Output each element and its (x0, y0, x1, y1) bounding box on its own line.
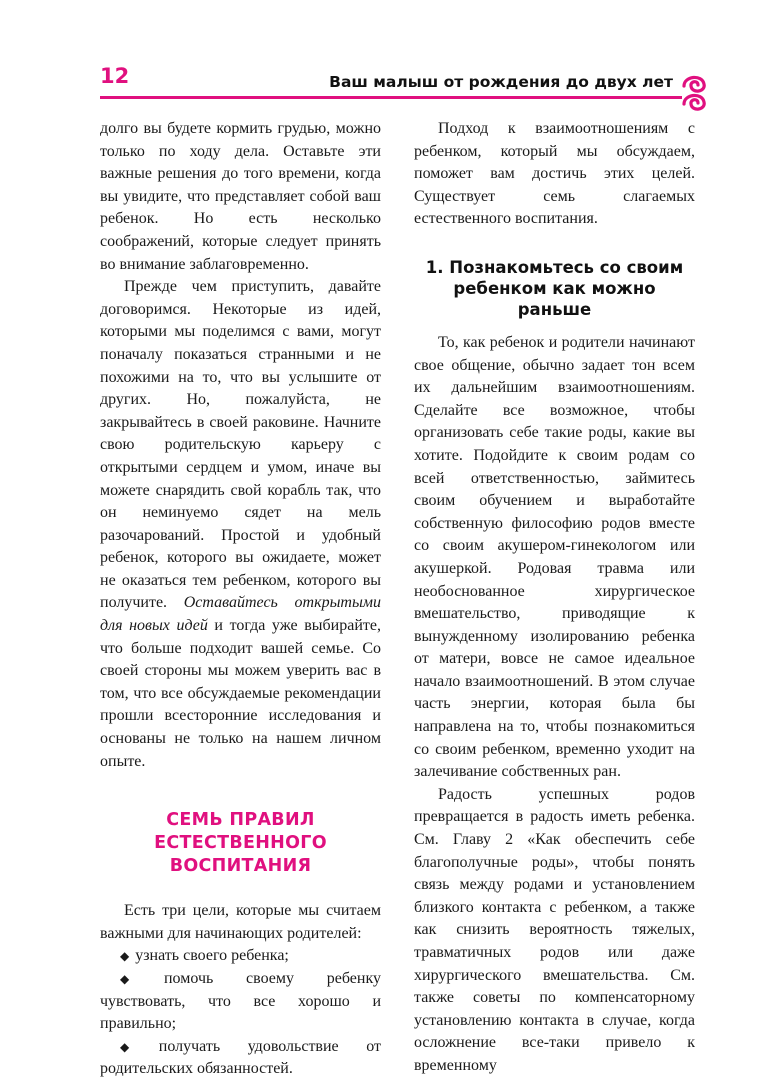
heading-line: ВОСПИТАНИЯ (169, 856, 312, 877)
heading-line: 1. Познакомьтесь со своим (425, 257, 684, 277)
list-item-text: получать удовольствие от родительских обязанностей. (100, 1037, 381, 1078)
paragraph (100, 276, 381, 773)
paragraph: долго вы будете кормить грудью, можно только по ходу дела. Оставьте эти важные решения до того времени, когда вы увидите, что представляет собой ваш ребенок. Но есть несколько соображений, которые следует принять во внимание заблаговременно. (100, 120, 381, 273)
header-rule (100, 96, 682, 99)
list-item-text: помочь своему ребенку чувствовать, что все хорошо и правильно; (100, 970, 381, 1033)
running-title: Ваш малыш от рождения до двух лет (329, 73, 673, 91)
paragraph: Подход к взаимоотношениям с ребенком, который мы обсуждаем, поможет вам достичь этих целей. Существует семь слагаемых естественного воспитания. (414, 120, 695, 228)
diamond-bullet-icon: ◆ (120, 1039, 153, 1054)
paragraph: То, как ребенок и родители начинают свое общение, обычно задает тон всем их дальнейшим взаимоотношениям. Сделайте все возможное, чтобы организовать себе такие роды, какие вы хотите. Подойдите к своим родам со всей ответственностью, займитесь своим обучением и выработайте собственную философию родов вместе со своим акушером-гинекологом или акушеркой. Родовая травма или необоснованное хирургическое вмешательство, приводящие к вынужденному изолированию ребенка от матери, вовсе не самое идеальное начало взаимоотношений. В этом случае часть энергии, которая была бы направлена на то, чтобы познакомиться со своим ребенком, временно уходит на залечивание собственных ран. (414, 333, 695, 781)
page-number: 12 (100, 64, 130, 88)
heading-line: ребенком как можно (453, 278, 656, 298)
diamond-bullet-icon: ◆ (120, 972, 158, 986)
heading-line: раньше (517, 299, 592, 319)
italic-emphasis: Оставайтесь открытыми для новых идей (100, 594, 381, 635)
list-item-text: узнать своего ребенка; (135, 947, 289, 965)
text-run: Прежде чем приступить, давайте договоримся. Некоторые из идей, которыми мы поделимся с вами, могут поначалу показаться странными и не похожими на то, что вы услышите от других. Но, пожалуйста, не закрывайтесь в своей раковине. Начните свою родительскую карьеру с открытыми сердцем и умом, иначе вы можете снарядить свой корабль так, что он неминуемо сядет на мель разочарований. Простой и удобный ребенок, которого вы ожидаете, может не оказаться тем ребенком, которого вы получите. (100, 278, 381, 612)
heading-line: ЕСТЕСТВЕННОГО (154, 833, 327, 854)
right-column (414, 118, 695, 1078)
list-item (100, 945, 381, 968)
list-item (100, 968, 381, 1036)
goals-intro: Есть три цели, которые мы считаем важными для начинающих родителей: (100, 902, 381, 942)
subsection-heading (414, 257, 695, 320)
swirl-ornament-icon (678, 72, 712, 116)
heading-line: СЕМЬ ПРАВИЛ (166, 810, 315, 831)
section-heading (100, 809, 381, 878)
paragraph: Радость успешных родов превращается в радость иметь ребенка. См. Главу 2 «Как обеспечить себе благополучные роды», чтобы понять связь между родами и установлением близкого контакта с ребенком, а также как снизить вероятность тяжелых, травматичных родов или даже хирургического вмешательства. См. также советы по компенсаторному установлению контакта в случае, когда осложнение все-таки привело к временному (414, 785, 695, 1074)
left-column (100, 118, 381, 1081)
goals-list (100, 945, 381, 1081)
list-item (100, 1036, 381, 1081)
text-run: и тогда уже выбирайте, что больше подходит вашей семье. Со своей стороны мы можем уверить вас в том, что все обсуждаемые рекомендации прошли всесторонние исследования и основаны не только на нашем личном опыте. (100, 617, 381, 770)
diamond-bullet-icon: ◆ (120, 949, 130, 964)
